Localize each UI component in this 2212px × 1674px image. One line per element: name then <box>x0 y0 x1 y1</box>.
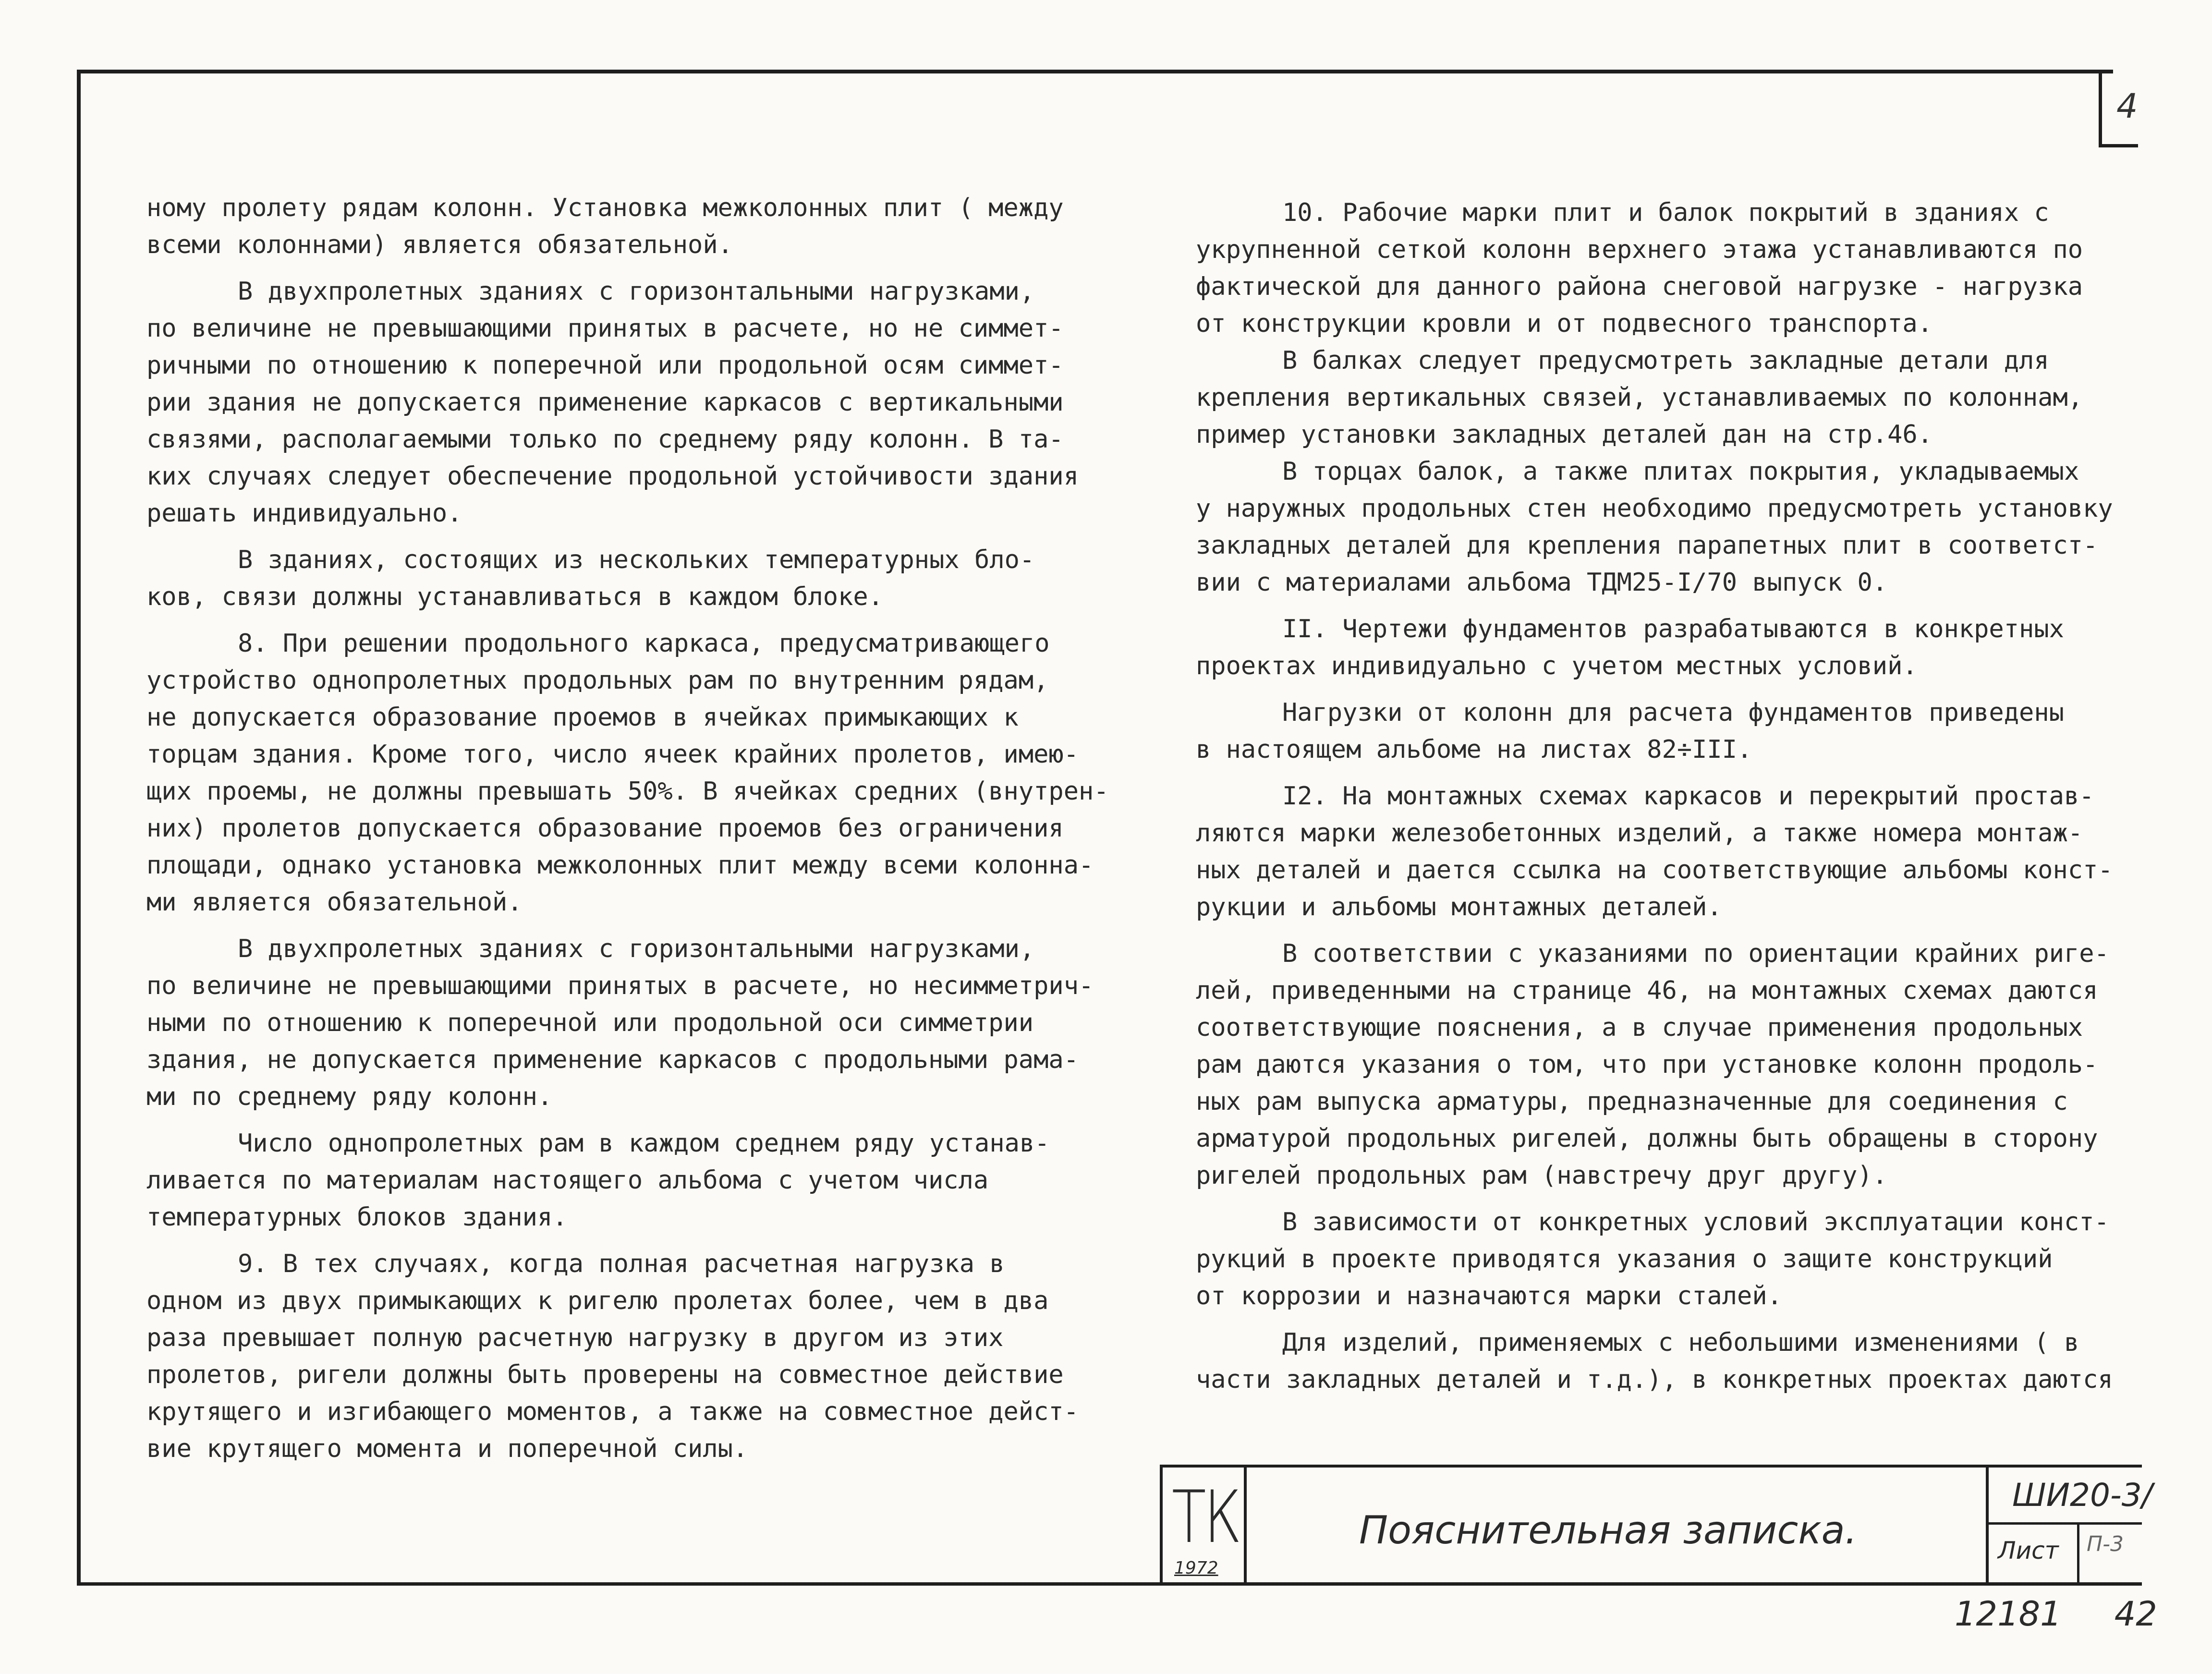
text-line: В торцах балок, а также плитах покрытия, укладываемых <box>1282 457 2079 486</box>
text-line: части закладных деталей и т.д.), в конкретных проектах даются <box>1196 1365 2113 1394</box>
text-line: крепления вертикальных связей, устанавливаемых по колоннам, <box>1196 383 2083 412</box>
text-line: арматурой продольных ригелей, должны быть обращены в сторону <box>1196 1124 2098 1153</box>
title-block-divider <box>1986 1522 2142 1525</box>
text-line: крутящего и изгибающего моментов, а также на совместное дейст- <box>146 1397 1079 1426</box>
title-block-border <box>1160 1465 2142 1468</box>
paragraph <box>146 625 1107 921</box>
text-line: не допускается образование проемов в ячейках примыкающих к <box>146 703 1019 732</box>
page-number: 42 <box>2114 1594 2157 1634</box>
text-line: лей, приведенными на странице 46, на монтажных схемах даются <box>1196 976 2098 1005</box>
text-line: торцам здания. Кроме того, число ячеек крайних пролетов, имею- <box>146 740 1079 769</box>
sheet-number: П-3 <box>2087 1532 2124 1556</box>
page-frame-left <box>77 70 81 1582</box>
paragraph <box>146 190 1107 264</box>
text-line: II. Чертежи фундаментов разрабатываются в конкретных <box>1282 615 2064 643</box>
text-line: одном из двух примыкающих к ригелю пролетах более, чем в два <box>146 1286 1049 1315</box>
text-line: ливается по материалам настоящего альбома с учетом числа <box>146 1166 989 1195</box>
text-line: вии с материалами альбома ТДМ25-I/70 выпуск 0. <box>1196 568 1888 597</box>
text-line: ными по отношению к поперечной или продольной оси симметрии <box>146 1008 1034 1037</box>
text-line: здания, не допускается применение каркасов с продольными рама- <box>146 1045 1079 1074</box>
text-line: закладных деталей для крепления парапетных плит в соответст- <box>1196 531 2098 560</box>
text-line: у наружных продольных стен необходимо предусмотреть установку <box>1196 494 2113 523</box>
paragraph <box>1196 194 2137 601</box>
paragraph <box>146 273 1107 532</box>
text-line: В зданиях, состоящих из нескольких температурных бло- <box>238 546 1035 574</box>
text-line: ляются марки железобетонных изделий, а также номера монтаж- <box>1196 819 2083 848</box>
series-code: ШИ20-3/ <box>2012 1477 2152 1514</box>
text-line: вие крутящего момента и поперечной силы. <box>146 1434 748 1463</box>
logo-year: 1972 <box>1174 1558 1218 1578</box>
paragraph <box>1196 1324 2137 1398</box>
text-line: рукций в проекте приводятся указания о защите конструкций <box>1196 1245 2053 1274</box>
text-line: Число однопролетных рам в каждом среднем ряду устанав- <box>238 1129 1050 1158</box>
text-line: ких случаях следует обеспечение продольной устойчивости здания <box>146 462 1079 491</box>
left-text-column <box>146 190 1107 1477</box>
text-line: в настоящем альбоме на листах 82÷III. <box>1196 735 1752 764</box>
text-line: пример установки закладных деталей дан на стр.46. <box>1196 420 1933 449</box>
text-line: 9. В тех случаях, когда полная расчетная нагрузка в <box>238 1249 1005 1278</box>
text-line: температурных блоков здания. <box>146 1203 568 1232</box>
text-line: решать индивидуально. <box>146 499 462 528</box>
title-block-divider <box>1244 1465 1247 1585</box>
corner-sheet-mark <box>2099 72 2138 147</box>
text-line: В двухпролетных зданиях с горизонтальными нагрузками, <box>238 277 1035 306</box>
text-line: 10. Рабочие марки плит и балок покрытий в зданиях с <box>1282 198 2049 227</box>
text-line: ригелей продольных рам (навстречу друг другу). <box>1196 1161 1888 1190</box>
text-line: ми является обязательной. <box>146 888 523 917</box>
text-line: В двухпролетных зданиях с горизонтальными нагрузками, <box>238 934 1035 963</box>
paragraph <box>1196 1204 2137 1315</box>
text-line: устройство однопролетных продольных рам по внутренним рядам, <box>146 666 1049 695</box>
paragraph <box>146 1125 1107 1236</box>
paragraph <box>1196 935 2137 1194</box>
page-frame-bottom <box>77 1582 2142 1586</box>
paragraph <box>1196 778 2137 926</box>
text-line: раза превышает полную расчетную нагрузку в другом из этих <box>146 1323 1004 1352</box>
text-line: площади, однако установка межколонных плит между всеми колонна- <box>146 851 1094 880</box>
text-line: по величине не превышающими принятых в расчете, но несимметрич- <box>146 971 1094 1000</box>
text-line: ков, связи должны устанавливаться в каждом блоке. <box>146 582 884 611</box>
right-text-column <box>1196 194 2137 1408</box>
text-line: соответствующие пояснения, а в случае применения продольных <box>1196 1013 2083 1042</box>
sheet-label: Лист <box>1998 1537 2059 1565</box>
paragraph <box>1196 694 2137 768</box>
text-line: ных деталей и дается ссылка на соответствующие альбомы конст- <box>1196 856 2113 885</box>
text-line: рии здания не допускается применение каркасов с вертикальными <box>146 388 1064 417</box>
paragraph <box>146 1246 1107 1468</box>
text-line: В балках следует предусмотреть закладные детали для <box>1282 346 2049 375</box>
paragraph <box>146 931 1107 1116</box>
text-line: ному пролету рядам колонн. Установка межколонных плит ( между <box>146 194 1064 222</box>
text-line: В зависимости от конкретных условий эксплуатации конст- <box>1282 1208 2109 1237</box>
title-block-divider <box>2077 1522 2079 1585</box>
text-line: рукции и альбомы монтажных деталей. <box>1196 893 1722 922</box>
archive-number: 12181 <box>1955 1594 2062 1634</box>
text-line: щих проемы, не должны превышать 50%. В ячейках средних (внутрен- <box>146 777 1109 806</box>
page-numbers <box>1955 1594 2210 1634</box>
text-line: ричными по отношению к поперечной или продольной осям симмет- <box>146 351 1064 380</box>
text-line: от коррозии и назначаются марки сталей. <box>1196 1282 1782 1310</box>
page-frame-top <box>77 70 2113 73</box>
text-line: от конструкции кровли и от подвесного транспорта. <box>1196 309 1933 338</box>
text-line: проектах индивидуально с учетом местных условий. <box>1196 652 1918 680</box>
text-line: В соответствии с указаниями по ориентации крайних риге- <box>1282 939 2109 968</box>
text-line: I2. На монтажных схемах каркасов и перекрытий простав- <box>1282 782 2094 811</box>
text-line: связями, располагаемыми только по среднему ряду колонн. В та- <box>146 425 1064 454</box>
text-line: укрупненной сеткой колонн верхнего этажа устанавливаются по <box>1196 235 2083 264</box>
tk-logo: ТК <box>1172 1476 1240 1559</box>
title-block-divider <box>1986 1465 1989 1585</box>
corner-mark-text: 4 <box>2116 86 2138 126</box>
paragraph <box>146 542 1107 616</box>
text-line: ми по среднему ряду колонн. <box>146 1082 553 1111</box>
text-line: 8. При решении продольного каркаса, предусматривающего <box>238 629 1050 658</box>
paragraph <box>1196 611 2137 685</box>
text-line: ных рам выпуска арматуры, предназначенные для соединения с <box>1196 1087 2068 1116</box>
text-line: Нагрузки от колонн для расчета фундаментов приведены <box>1282 698 2064 727</box>
text-line: Для изделий, применяемых с небольшими изменениями ( в <box>1282 1328 2079 1357</box>
text-line: них) пролетов допускается образование проемов без ограничения <box>146 814 1064 843</box>
text-line: по величине не превышающими принятых в расчете, но не симмет- <box>146 314 1064 343</box>
text-line: рам даются указания о том, что при установке колонн продоль- <box>1196 1050 2098 1079</box>
title-block-border <box>1160 1465 1163 1585</box>
document-title: Пояснительная записка. <box>1359 1508 1858 1553</box>
text-line: фактической для данного района снеговой нагрузке - нагрузка <box>1196 272 2083 301</box>
text-line: пролетов, ригели должны быть проверены на совместное действие <box>146 1360 1064 1389</box>
text-line: всеми колоннами) является обязательной. <box>146 230 733 259</box>
